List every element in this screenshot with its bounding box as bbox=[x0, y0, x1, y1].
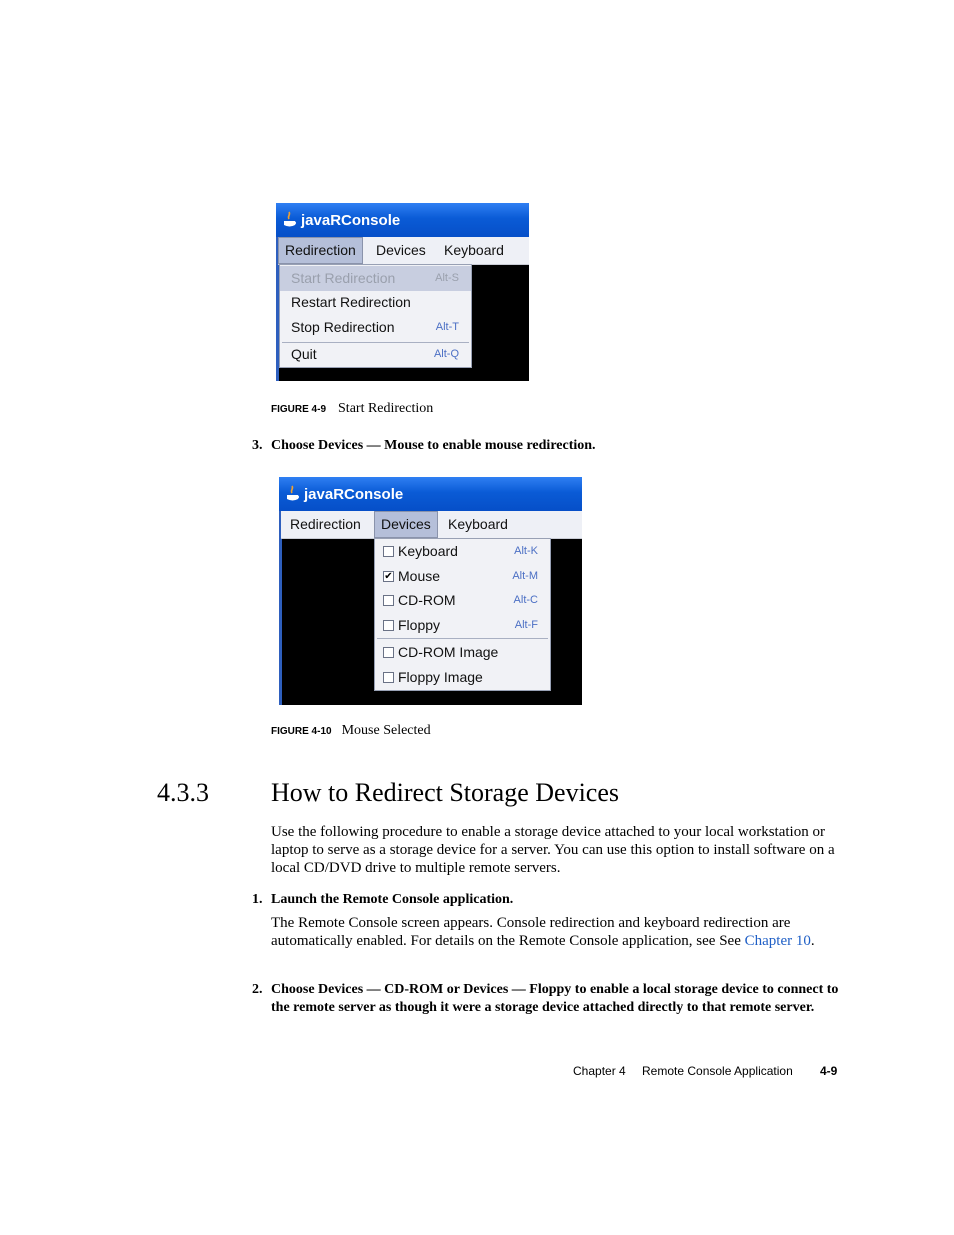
checkbox-icon[interactable] bbox=[383, 647, 394, 658]
menu-redirection[interactable]: Redirection bbox=[290, 516, 361, 532]
window-title: javaRConsole bbox=[301, 212, 401, 229]
step-number: 3. bbox=[252, 438, 263, 453]
step-number: 1. bbox=[252, 892, 263, 907]
accelerator-label: Alt-S bbox=[435, 272, 459, 284]
step-number: 2. bbox=[252, 982, 263, 997]
chapter-10-link[interactable]: Chapter 10 bbox=[744, 933, 811, 949]
menu-item-quit[interactable] bbox=[280, 342, 471, 367]
menu-item-label: Floppy bbox=[398, 617, 441, 633]
menu-item-stop-redirection[interactable] bbox=[280, 315, 471, 340]
accelerator-label: Alt-Q bbox=[433, 348, 459, 360]
menu-bar bbox=[278, 237, 529, 265]
menu-item-label: CD-ROM Image bbox=[398, 644, 499, 660]
menu-redirection[interactable]: Redirection bbox=[278, 237, 363, 264]
title-bar bbox=[279, 477, 582, 511]
step-text: Choose Devices — CD-ROM or Devices — Floppy to enable a local storage device to connect to the remote server as though it were a storage device attached directly to that remote server. bbox=[271, 982, 839, 1015]
redirection-dropdown bbox=[279, 264, 472, 368]
menu-item-keyboard[interactable] bbox=[375, 539, 550, 564]
menu-devices[interactable]: Devices bbox=[374, 511, 438, 538]
menu-item-label: Floppy Image bbox=[398, 669, 483, 685]
figure-4-10-caption bbox=[271, 721, 431, 739]
step-1-body-text: The Remote Console screen appears. Console redirection and keyboard redirection are automatically enabled. For details on the Remote Console application, see See bbox=[271, 915, 791, 949]
window-title: javaRConsole bbox=[304, 486, 404, 503]
checkbox-icon[interactable] bbox=[383, 672, 394, 683]
menu-item-label: Keyboard bbox=[398, 543, 458, 559]
section-number: 4.3.3 bbox=[157, 778, 209, 807]
checkbox-icon[interactable] bbox=[383, 546, 394, 557]
accelerator-label: Alt-T bbox=[435, 321, 459, 333]
menu-item-label: Restart Redirection bbox=[291, 294, 411, 310]
step-text: Launch the Remote Console application. bbox=[271, 892, 514, 907]
figure-4-9-screenshot bbox=[276, 203, 529, 381]
java-icon bbox=[286, 485, 299, 502]
caption-text: Mouse Selected bbox=[341, 723, 431, 738]
accelerator-label: Alt-F bbox=[514, 619, 538, 631]
intro-paragraph: Use the following procedure to enable a storage device attached to your local workstation or laptop to serve as a storage device for a server. You can use this option to install software on a local CD/DVD drive to multiple remote servers. bbox=[271, 824, 835, 876]
step-1-body bbox=[271, 914, 843, 950]
section-title: How to Redirect Storage Devices bbox=[271, 778, 620, 807]
checkbox-icon[interactable] bbox=[383, 595, 394, 606]
step-text: Choose Devices — Mouse to enable mouse redirection. bbox=[271, 438, 596, 453]
menu-item-label: CD-ROM bbox=[398, 592, 456, 608]
menu-item-mouse[interactable] bbox=[375, 564, 550, 589]
caption-text: Start Redirection bbox=[338, 401, 434, 416]
sentence-end: . bbox=[810, 933, 815, 949]
menu-devices[interactable]: Devices bbox=[376, 242, 426, 258]
devices-dropdown bbox=[374, 538, 551, 691]
menu-item-label: Quit bbox=[291, 346, 317, 362]
menu-item-floppy[interactable] bbox=[375, 613, 550, 638]
menu-bar bbox=[281, 511, 582, 539]
menu-item-label: Stop Redirection bbox=[291, 319, 395, 335]
title-bar bbox=[276, 203, 529, 237]
checkbox-icon[interactable] bbox=[383, 620, 394, 631]
menu-item-start-redirection[interactable] bbox=[280, 266, 471, 291]
menu-item-cd-rom[interactable] bbox=[375, 588, 550, 613]
menu-separator bbox=[377, 638, 548, 639]
menu-keyboard[interactable]: Keyboard bbox=[444, 242, 504, 258]
accelerator-label: Alt-K bbox=[514, 545, 538, 557]
window-border bbox=[279, 511, 282, 705]
menu-item-floppy-image[interactable] bbox=[375, 665, 550, 690]
checkbox-checked-icon[interactable]: ✔ bbox=[384, 571, 393, 582]
menu-item-label: Start Redirection bbox=[291, 270, 396, 286]
menu-keyboard[interactable]: Keyboard bbox=[448, 516, 508, 532]
java-icon bbox=[283, 211, 296, 228]
figure-4-9-caption bbox=[271, 399, 433, 417]
menu-item-restart-redirection[interactable] bbox=[280, 290, 471, 315]
accelerator-label: Alt-M bbox=[512, 570, 538, 582]
menu-item-cd-rom-image[interactable] bbox=[375, 640, 550, 665]
menu-item-label: Mouse bbox=[398, 568, 441, 584]
footer-title: Remote Console Application bbox=[642, 1064, 793, 1078]
caption-label: FIGURE 4-9 bbox=[271, 404, 327, 415]
accelerator-label: Alt-C bbox=[513, 594, 538, 606]
footer-chapter: Chapter 4 bbox=[573, 1064, 626, 1078]
figure-4-10-screenshot bbox=[279, 477, 582, 705]
footer-page-number: 4-9 bbox=[820, 1064, 838, 1078]
caption-label: FIGURE 4-10 bbox=[271, 726, 332, 737]
